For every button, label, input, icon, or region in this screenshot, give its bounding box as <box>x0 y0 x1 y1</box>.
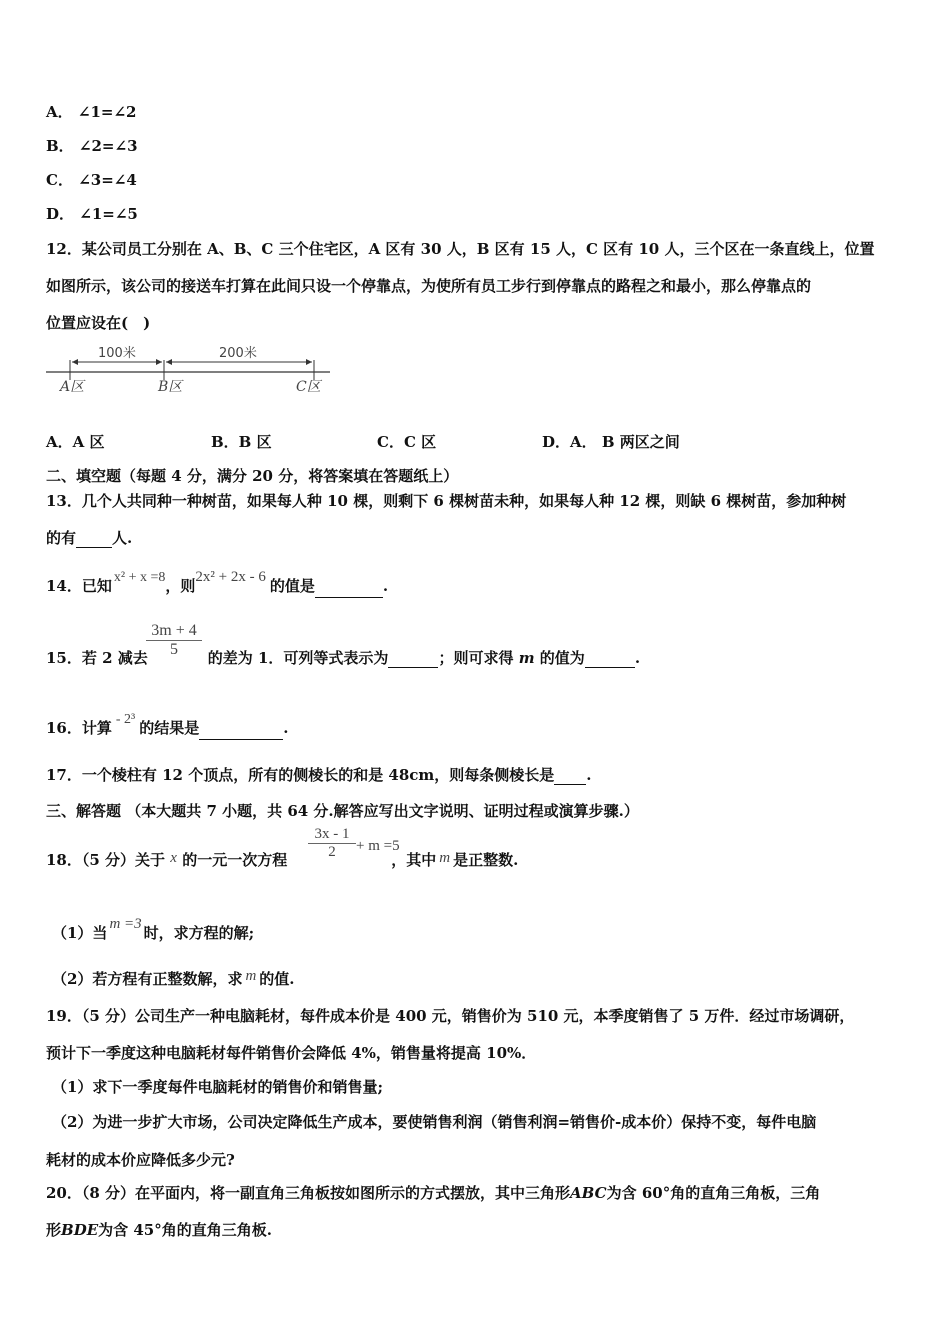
q15-line: 15．若 2 减去 的差为 1．可列等式表示为 ；则可求得 m 的值为 . <box>46 649 641 667</box>
q19-sub1: （1）求下一季度每件电脑耗材的销售价和销售量; <box>52 1078 383 1096</box>
q14-line: 14．已知 x² + x =8，则2x² + 2x - 6 的值是 . <box>46 576 388 598</box>
q12-line1: 12．某公司员工分别在 A、B、C 三个住宅区，A 区有 30 人，B 区有 15 人，C 区有 10 人，三个区在一条直线上，位置 <box>46 240 875 258</box>
q11-option-b: B． ∠2=∠3 <box>46 137 138 155</box>
q13-line2: 的有 人. <box>46 529 133 547</box>
q20-line2: 形BDE为含 45°角的直角三角板. <box>46 1221 272 1239</box>
q16-line: 16．计算 - 2³ 的结果是 . <box>46 718 288 740</box>
q18-sub2: （2）若方程有正整数解，求 m 的值. <box>52 968 295 988</box>
q11-option-c: C． ∠3=∠4 <box>46 171 137 189</box>
label-b: B区 <box>158 379 183 395</box>
answer-blank <box>199 723 283 740</box>
q13-line1: 13．几个人共同种一种树苗，如果每人种 10 棵，则剩下 6 棵树苗未种，如果每人种 12 棵，则缺 6 棵树苗，参加种树 <box>46 492 847 510</box>
section2-heading: 二、填空题（每题 4 分，满分 20 分，将答案填在答题纸上） <box>46 467 459 485</box>
q12-option-c: C．C 区 <box>377 433 437 451</box>
seg2-label: 200米 <box>219 346 257 361</box>
q12-option-d: D．A． B 两区之间 <box>542 433 680 451</box>
seg1-label: 100米 <box>98 346 136 361</box>
q14-eq1: x² + x =8 <box>113 570 166 585</box>
answer-blank <box>585 651 635 668</box>
q18-fraction: $\frac{3x - 1}{2}$ <box>308 826 356 861</box>
section3-heading: 三、解答题 （本大题共 7 小题，共 64 分.解答应写出文字说明、证明过程或演算步骤.） <box>46 802 639 820</box>
q12-option-a: A．A 区 <box>46 433 105 451</box>
q18-eq-tail: + m =5 <box>356 838 400 854</box>
arrowhead <box>306 359 312 365</box>
q12-option-b: B．B 区 <box>211 433 272 451</box>
label-a: A区 <box>60 379 85 395</box>
q15-fraction: $\frac{3m + 4}{5}$ <box>146 622 202 659</box>
q19-line2: 预计下一季度这种电脑耗材每件销售价会降低 4%，销售量将提高 10%． <box>46 1044 537 1062</box>
q18-line: 18．（5 分）关于 x 的一元一次方程 ，其中 m 是正整数. <box>46 850 519 869</box>
arrowhead <box>72 359 78 365</box>
q19-sub2-line2: 耗材的成本价应降低多少元? <box>46 1151 235 1169</box>
q12-line2: 如图所示，该公司的接送车打算在此间只设一个停靠点，为使所有员工步行到停靠点的路程之和最小，那么停靠点的 <box>46 277 812 295</box>
q12-number-line-figure <box>44 340 334 400</box>
q11-option-d: D． ∠1=∠5 <box>46 205 138 223</box>
label-c: C区 <box>296 379 321 395</box>
q18-sub1: （1）当 m =3 时，求方程的解; <box>52 916 255 942</box>
q14-eq2: 2x² + 2x - 6 <box>195 569 266 585</box>
q16-expr: - 2³ <box>115 712 136 727</box>
q17-line: 17．一个棱柱有 12 个顶点，所有的侧棱长的和是 48cm，则每条侧棱长是 . <box>46 766 592 784</box>
arrowhead <box>156 359 162 365</box>
answer-blank <box>315 581 383 598</box>
answer-blank <box>388 651 438 668</box>
q11-option-a: A． ∠1=∠2 <box>46 103 137 121</box>
q19-sub2-line1: （2）为进一步扩大市场，公司决定降低生产成本，要使销售利润（销售利润=销售价-成本价）保持不变，每件电脑 <box>52 1113 817 1131</box>
q19-line1: 19．（5 分）公司生产一种电脑耗材，每件成本价是 400 元，销售价为 510 元，本季度销售了 5 万件．经过市场调研， <box>46 1007 855 1025</box>
answer-blank <box>554 768 586 785</box>
q20-line1: 20．（8 分）在平面内，将一副直角三角板按如图所示的方式摆放，其中三角形ABC为含 60°角的直角三角板，三角 <box>46 1184 821 1202</box>
answer-blank <box>76 531 112 548</box>
q12-line3: 位置应设在( ) <box>46 314 151 332</box>
arrowhead <box>166 359 172 365</box>
